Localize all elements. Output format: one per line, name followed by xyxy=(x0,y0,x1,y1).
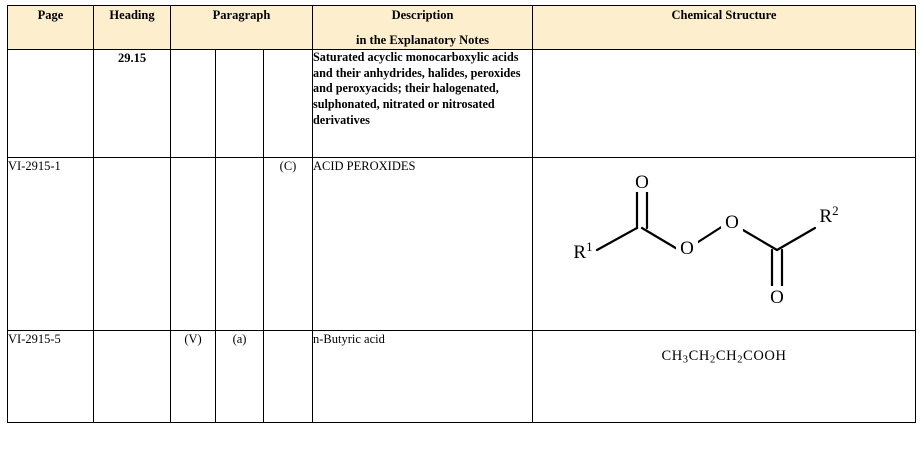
formula-part-2: $CH_2$ xyxy=(688,348,716,366)
column-header-chemical-structure: Chemical Structure xyxy=(533,6,916,50)
cell-paragraph-2 xyxy=(216,158,264,331)
cell-paragraph-3: (C) xyxy=(264,158,313,331)
cell-paragraph-1: (V) xyxy=(171,331,216,423)
cell-chemical-structure xyxy=(533,158,916,331)
acid-peroxide-structure xyxy=(533,158,915,330)
acid-peroxide-skeletal-diagram xyxy=(559,158,889,323)
svg-text:R1: $R^1$ xyxy=(573,239,593,264)
cell-description xyxy=(313,158,533,331)
formula-part-3: $CH_2$ xyxy=(715,348,744,366)
cell-paragraph-3 xyxy=(264,331,313,423)
description-text: ACID PEROXIDES xyxy=(313,159,416,174)
svg-text:O: O xyxy=(770,287,784,309)
table-header-row xyxy=(8,6,916,50)
formula-part-4: COOH xyxy=(743,348,787,365)
cell-paragraph-3 xyxy=(264,50,313,158)
cell-paragraph-1 xyxy=(171,158,216,331)
table-row xyxy=(8,158,916,331)
cell-paragraph-2 xyxy=(216,50,264,158)
cell-page: VI-2915-1 xyxy=(8,158,94,331)
svg-text:O: O xyxy=(725,212,739,234)
cell-page xyxy=(8,50,94,158)
column-header-heading: Heading xyxy=(94,6,171,50)
butyric-acid-formula xyxy=(533,331,915,367)
column-header-description xyxy=(313,6,533,50)
table-row xyxy=(8,331,916,423)
cell-page: VI-2915-5 xyxy=(8,331,94,423)
column-header-description-line2: in the Explanatory Notes xyxy=(356,33,489,48)
table-row xyxy=(8,50,916,158)
svg-text:O: O xyxy=(635,172,649,194)
cell-chemical-structure xyxy=(533,331,916,423)
formula-part-1: $CH_3$ xyxy=(661,348,689,366)
svg-text:R2: $R^2$ xyxy=(819,203,839,228)
description-text: Saturated acyclic monocarboxylic acids and their anhydrides, halides, peroxides and peroxyacids; their halogenated, sulphonated, nitrated or nitrosated derivatives xyxy=(313,50,521,127)
explanatory-notes-table xyxy=(7,5,916,423)
cell-paragraph-2: (a) xyxy=(216,331,264,423)
column-header-paragraph: Paragraph xyxy=(171,6,313,50)
cell-paragraph-1 xyxy=(171,50,216,158)
description-text: n-Butyric acid xyxy=(313,332,385,347)
column-header-page: Page xyxy=(8,6,94,50)
column-header-description-line1: Description xyxy=(391,8,454,22)
svg-text:O: O xyxy=(680,238,694,260)
cell-description xyxy=(313,50,533,158)
cell-heading xyxy=(94,158,171,331)
cell-heading: 29.15 xyxy=(94,50,171,158)
cell-chemical-structure xyxy=(533,50,916,158)
cell-description xyxy=(313,331,533,423)
cell-heading xyxy=(94,331,171,423)
document-page xyxy=(0,5,922,455)
